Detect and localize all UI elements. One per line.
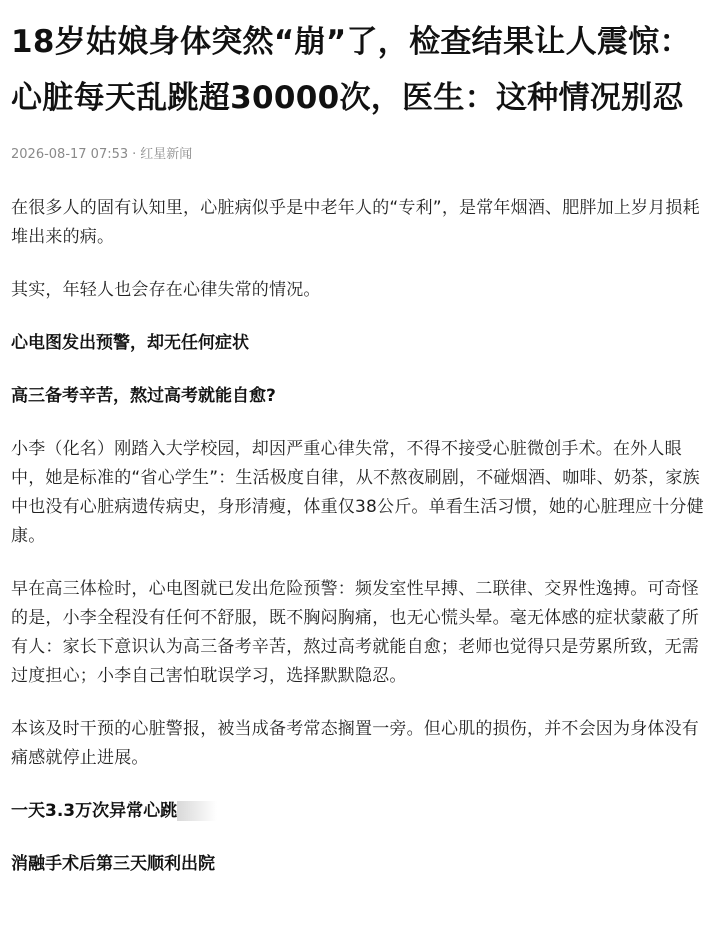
source-name[interactable]: 红星新闻: [140, 147, 193, 162]
section-heading-text: 心电图发出预警，却无任何症状: [11, 333, 249, 353]
section-heading: [11, 850, 704, 879]
meta-separator: ·: [132, 147, 137, 162]
paragraph: [11, 276, 704, 305]
section-heading-text: 高三备考辛苦，熬过高考就能自愈?: [11, 386, 276, 406]
section-heading-text: 一天3.3万次异常心跳: [11, 801, 178, 821]
paragraph: [11, 435, 704, 551]
section-heading-text: 消融手术后第三天顺利出院: [11, 854, 215, 874]
paragraph-text: 小李（化名）刚踏入大学校园，却因严重心律失常，不得不接受心脏微创手术。在外人眼中，她是标准的“省心学生”：生活极度自律，从不熬夜刷剧，不碰烟酒、咖啡、奶茶，家族中也没有心脏病遗传病史，身形清瘦，体重仅38公斤。单看生活习惯，她的心脏理应十分健康。: [11, 439, 704, 546]
paragraph-text: 早在高三体检时，心电图就已发出危险预警：频发室性早搏、二联律、交界性逸搏。可奇怪的是，小李全程没有任何不舒服，既不胸闷胸痛，也无心慌头晕。毫无体感的症状蒙蔽了所有人：家长下意识认为高三备考辛苦，熬过高考就能自愈；老师也觉得只是劳累所致，无需过度担心；小李自己害怕耽误学习，选择默默隐忍。: [11, 579, 699, 686]
paragraph-text: 在很多人的固有认知里，心脏病似乎是中老年人的“专利”，是常年烟酒、肥胖加上岁月损耗堆出来的病。: [11, 198, 700, 247]
article-meta: [11, 146, 704, 164]
section-heading: [11, 797, 704, 826]
paragraph-text: 本该及时干预的心脏警报，被当成备考常态搁置一旁。但心肌的损伤，并不会因为身体没有痛感就停止进展。: [11, 719, 699, 768]
text-fade-overlay: [177, 801, 217, 821]
paragraph: [11, 575, 704, 691]
paragraph: [11, 194, 704, 252]
article-body: [11, 194, 704, 879]
paragraph: [11, 715, 704, 773]
article-title: 18岁姑娘身体突然“崩”了，检查结果让人震惊：心脏每天乱跳超30000次，医生：这种情况别忍: [11, 24, 691, 116]
paragraph-text: 其实，年轻人也会存在心律失常的情况。: [11, 280, 321, 300]
section-heading: [11, 329, 704, 358]
publish-date: 2026-08-17 07:53: [11, 147, 129, 162]
section-heading: [11, 382, 704, 411]
